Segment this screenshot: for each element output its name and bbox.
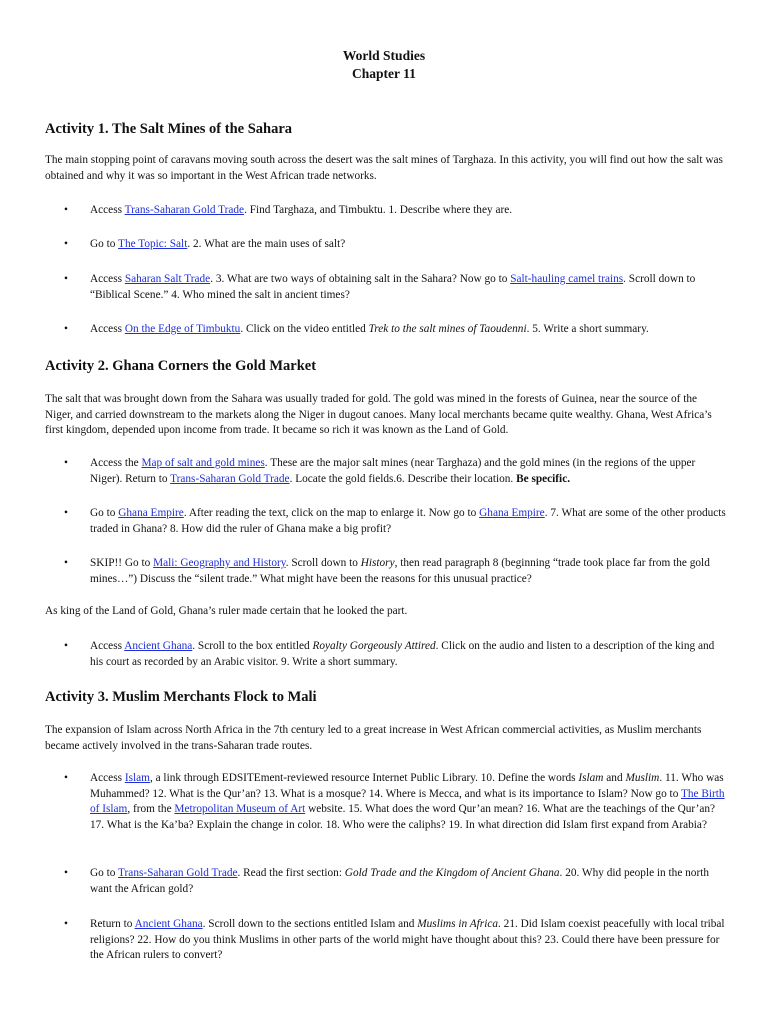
item-text: . 5. Write a short summary. [526,323,649,335]
item-text: . Locate the gold fields.6. Describe their location. [289,472,517,485]
bullet-marker: • [64,640,68,652]
link-trans-saharan-gold-trade[interactable]: Trans-Saharan Gold Trade [170,472,290,485]
bullet-marker: • [64,273,68,285]
activity-2-paragraph: As king of the Land of Gold, Ghana’s ruler made certain that he looked the part. [45,605,408,617]
item-text: . 20. Why did people in the north want the African gold? [90,867,709,895]
item-text: Return to [90,918,135,930]
activity-3-item-3 [90,917,730,964]
video-title: Trek to the salt mines of Taoudenni [368,323,527,335]
link-ancient-ghana[interactable]: Ancient Ghana [134,918,203,930]
activity-2-item-2 [90,506,730,537]
item-text: Access [90,640,125,652]
bullet-marker: • [64,867,68,879]
item-text: , then read paragraph 8 (beginning “trade took place far from the gold mines…”) Discuss the “silent trade.” What might have been the reasons for this unusual practice? [90,557,710,585]
item-text: . Read the first section: [237,867,345,879]
bullet-marker: • [64,204,68,216]
item-text: Go to [90,867,119,879]
item-text: . Scroll down to “Biblical Scene.” 4. Who mined the salt in ancient times? [90,273,696,301]
link-trans-saharan-gold-trade[interactable]: Trans-Saharan Gold Trade [118,867,238,879]
link-edge-of-timbuktu[interactable]: On the Edge of Timbuktu [124,323,241,335]
item-text: Access [90,323,125,335]
link-metropolitan-museum[interactable]: Metropolitan Museum of Art [174,803,306,815]
item-text: . 7. What are some of the other products traded in Ghana? 8. How did the ruler of Ghana make a big profit? [90,507,726,535]
item-text: . 21. Did Islam coexist peacefully with local tribal religions? 22. How do you think Muslims in other parts of the world might have thought about this? 23. Could there have been pressure for the African rulers to convert? [90,918,725,961]
term-text: Muslim [625,772,660,784]
activity-1-item-2 [90,237,730,253]
activity-3-item-1 [90,771,730,833]
activity-3-heading: Activity 3. Muslim Merchants Flock to Mali [45,689,317,705]
activity-1-intro: The main stopping point of caravans moving south across the desert was the salt mines of Targhaza. In this activity, you will find out how the salt was obtained and why it was so important in the West African trade networks. [45,154,723,182]
item-text: Access the [90,457,142,469]
item-text: . Scroll down to the sections entitled Islam and [202,918,418,930]
item-text: . Click on the video entitled [240,323,369,335]
item-text: Access [90,273,125,285]
link-mali-geography-history[interactable]: Mali: Geography and History [153,557,286,569]
bullet-marker: • [64,772,68,784]
activity-2-item-3 [90,556,730,587]
item-text: Go to [90,507,119,519]
item-text: . Find Targhaza, and Timbuktu. 1. Describe where they are. [244,204,513,216]
activity-1-item-1 [90,203,730,219]
item-text: Go to [90,238,119,250]
link-ancient-ghana[interactable]: Ancient Ghana [124,640,193,652]
bullet-marker: • [64,457,68,469]
activity-2-item-1 [90,456,730,487]
item-text: website. 15. What does the word Qur’an mean? 16. What are the teachings of the Qur’an? 17. What is the Ka’ba? Explain the change in color. 18. Who were the caliphs? 19. In what direction did Islam first expand from Arabia? [90,803,716,831]
activity-1-item-3 [90,272,730,303]
item-text: . Scroll to the box entitled [192,640,313,652]
link-saharan-salt-trade[interactable]: Saharan Salt Trade [124,273,211,285]
section-name: History [360,557,395,569]
emphasis-text: Be specific. [516,472,571,485]
link-topic-salt[interactable]: The Topic: Salt [118,238,188,250]
item-text: Access [90,204,125,216]
link-birth-of-islam[interactable]: The Birth of Islam [90,787,725,815]
item-text: . 11. Who was Muhammed? 12. What is the Qur’an? 13. What is a mosque? 14. Where is Mecca, and what is its importance to Islam? Now go to [90,772,724,800]
activity-1-heading: Activity 1. The Salt Mines of the Sahara [45,121,293,137]
item-text: . After reading the text, click on the map to enlarge it. Now go to [183,507,480,519]
item-text: , a link through EDSITEment-reviewed resource Internet Public Library. 10. Define the words [149,772,579,784]
bullet-marker: • [64,323,68,335]
bullet-marker: • [64,238,68,250]
link-trans-saharan-gold-trade[interactable]: Trans-Saharan Gold Trade [124,204,245,216]
section-name: Muslims in Africa [417,918,499,930]
term-text: Islam [578,772,604,784]
item-text: SKIP!! Go to [90,557,154,569]
activity-2-heading: Activity 2. Ghana Corners the Gold Market [45,358,317,374]
section-name: Gold Trade and the Kingdom of Ancient Ghana [344,867,560,879]
item-text: . Scroll down to [285,557,361,569]
item-text: . Click on the audio and listen to a description of the king and his court as recorded by an Arabic visitor. 9. Write a short summary. [90,640,715,668]
link-map-salt-gold-mines[interactable]: Map of salt and gold mines [141,457,265,469]
link-salt-hauling-camel-trains[interactable]: Salt-hauling camel trains [510,273,624,285]
item-text: . 3. What are two ways of obtaining salt in the Sahara? Now go to [210,273,511,285]
link-ghana-empire[interactable]: Ghana Empire [118,507,184,519]
link-ghana-empire-2[interactable]: Ghana Empire [479,507,545,519]
activity-3-intro: The expansion of Islam across North Africa in the 7th century led to a great increase in West African commercial activities, as Muslim merchants became actively involved in the trans-Saharan trade routes. [45,724,702,752]
bullet-marker: • [64,918,68,930]
activity-1-item-4 [90,322,730,338]
item-text: Access [90,772,125,784]
item-text: . 2. What are the main uses of salt? [187,238,346,250]
link-islam[interactable]: Islam [124,772,150,784]
document-title: World Studies [342,48,426,63]
item-text: . These are the major salt mines (near Targhaza) and the gold mines (in the regions of the upper Niger). Return to [90,457,696,485]
box-title: Royalty Gorgeously Attired [312,640,436,652]
document-subtitle: Chapter 11 [352,66,416,81]
activity-2-item-4 [90,639,730,670]
activity-2-intro: The salt that was brought down from the Sahara was usually traded for gold. The gold was mined in the forests of Guinea, near the source of the Niger, and carried downstream to the markets along the Niger in dugout canoes. Many local merchants became quite wealthy. Ghana, West Africa’s first kingdom, depended upon income from trade. It became so rich it was known as the Land of Gold. [45,393,712,436]
item-text: and [603,772,626,784]
bullet-marker: • [64,557,68,569]
bullet-marker: • [64,507,68,519]
activity-3-item-2 [90,866,730,897]
item-text: , from the [127,803,175,815]
